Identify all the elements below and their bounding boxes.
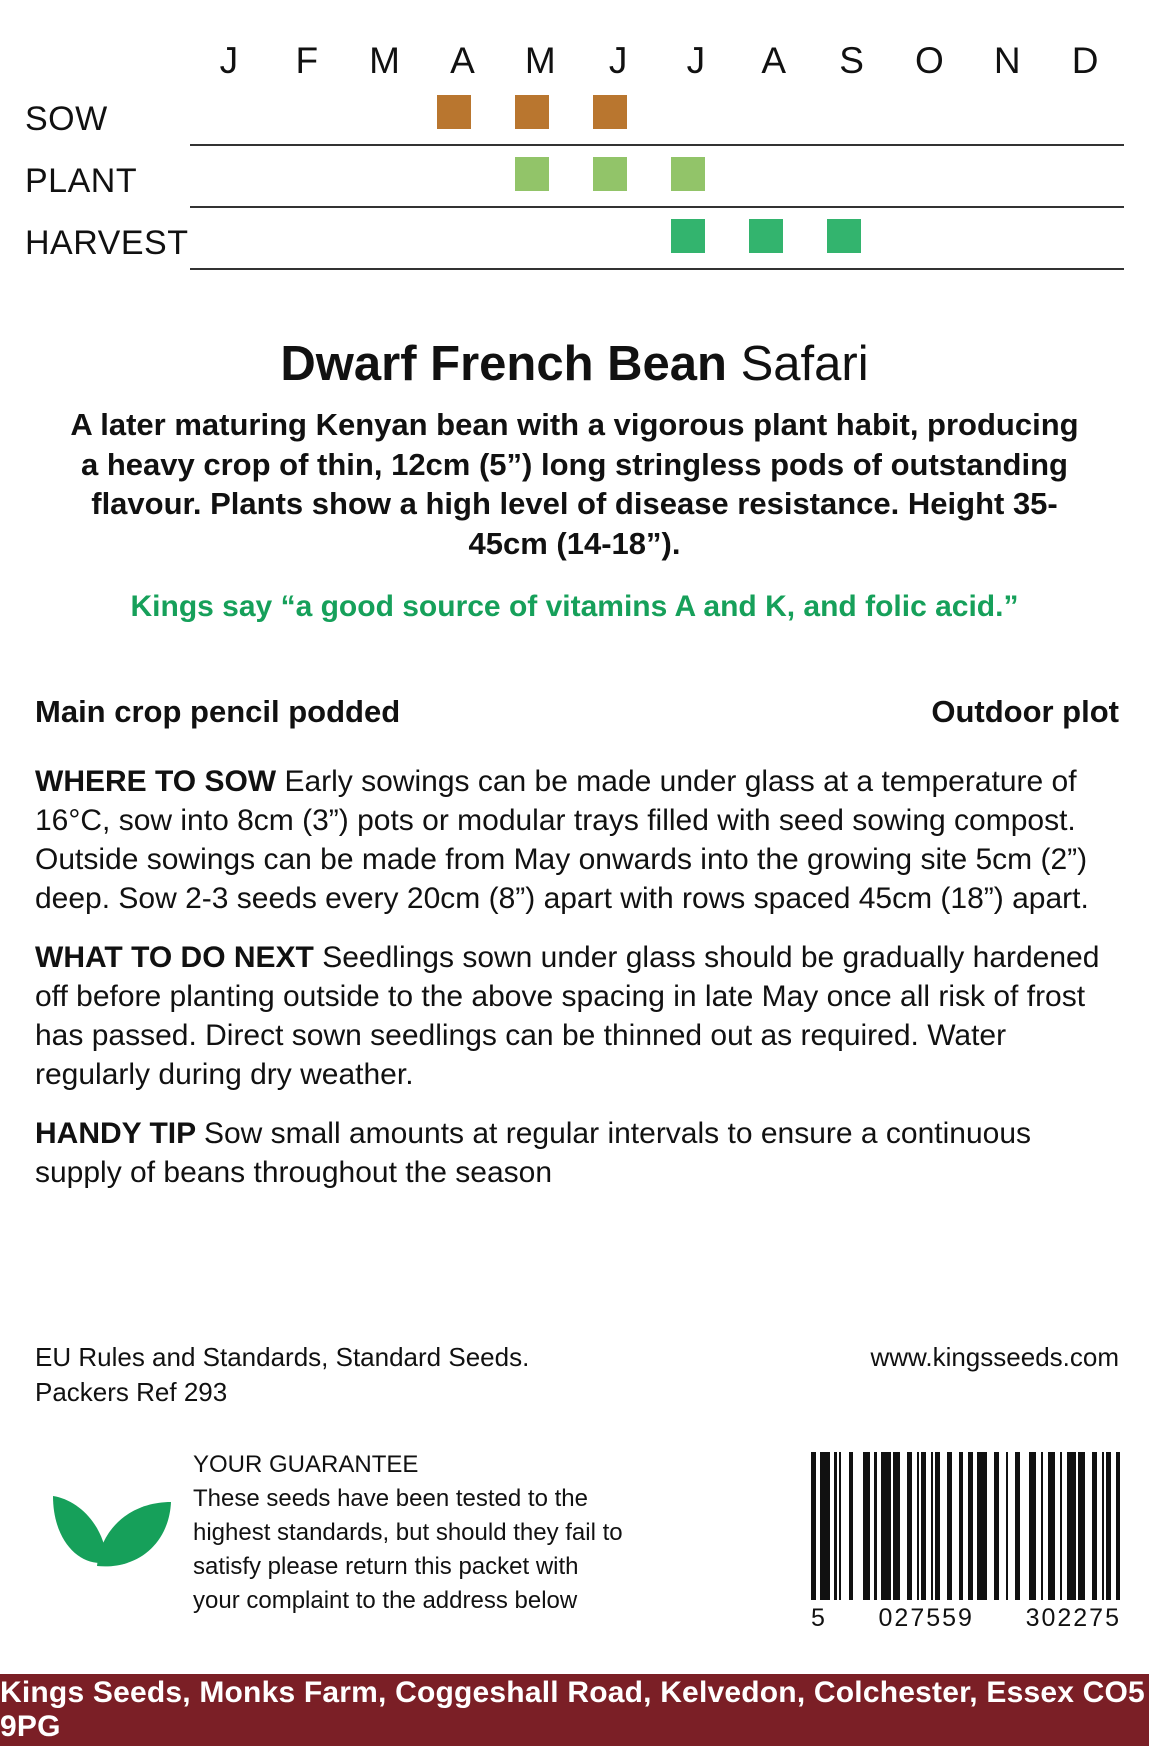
barcode-bar xyxy=(900,1452,907,1600)
barcode-bar xyxy=(987,1452,994,1600)
company-address-bar: Kings Seeds, Monks Farm, Coggeshall Road, Kelvedon, Colchester, Essex CO5 9PG xyxy=(0,1674,1149,1746)
calendar-month-A-7: A xyxy=(761,40,787,81)
calendar-month-A-3: A xyxy=(450,40,475,81)
barcode-bar xyxy=(1029,1452,1036,1600)
calendar-month-F-1: F xyxy=(295,40,319,81)
instruction-paragraph-0 xyxy=(35,762,1119,918)
guarantee-line-1: These seeds have been tested to the xyxy=(193,1485,588,1513)
barcode-bar xyxy=(977,1452,986,1600)
calendar-rows xyxy=(0,88,1149,274)
barcode-bar xyxy=(1085,1452,1092,1600)
calendar-row-label: SOW xyxy=(25,100,108,138)
barcode-bar xyxy=(940,1452,947,1600)
instruction-paragraph-2 xyxy=(35,1114,1119,1192)
calendar-marker-J-5 xyxy=(593,95,627,129)
title-block xyxy=(25,338,1124,624)
kings-say-note: Kings say “a good source of vitamins A and K, and folic acid.” xyxy=(130,589,1019,623)
calendar-marker-M-4 xyxy=(515,157,549,191)
barcode xyxy=(811,1452,1121,1633)
instruction-heading: WHAT TO DO NEXT xyxy=(35,941,323,974)
calendar-marker-A-7 xyxy=(749,219,783,253)
product-description: A later maturing Kenyan bean with a vigorous plant habit, producing a heavy crop of thin, 12cm (5”) long stringless pods of outstanding flavour. Plants show a high level of disease resistance. Height 35-45cm (14-18”). xyxy=(70,406,1079,561)
calendar-marker-J-5 xyxy=(593,157,627,191)
barcode-bar xyxy=(1067,1452,1076,1600)
calendar-month-M-4: M xyxy=(524,40,556,81)
barcode-bar xyxy=(853,1452,862,1600)
barcode-bar xyxy=(881,1452,890,1600)
guarantee-line-4: your complaint to the address below xyxy=(193,1587,578,1615)
barcode-bar xyxy=(999,1452,1006,1600)
legal-info xyxy=(35,1340,1119,1410)
page-title xyxy=(25,338,1124,391)
barcode-left-digit: 5 xyxy=(811,1604,827,1632)
barcode-bar xyxy=(893,1452,900,1600)
product-cultivar: Safari xyxy=(740,337,869,391)
calendar-month-J-0: J xyxy=(219,40,239,81)
instruction-body: Sow small amounts at regular intervals to ensure a continuous supply of beans throughout the season xyxy=(35,1117,1032,1189)
guarantee-line-2: highest standards, but should they fail to xyxy=(193,1519,623,1547)
barcode-bar xyxy=(863,1452,870,1600)
barcode-digits xyxy=(811,1604,1121,1633)
calendar-month-D-11: D xyxy=(1071,40,1099,81)
instruction-heading: WHERE TO SOW xyxy=(35,765,285,798)
calendar-month-header xyxy=(190,40,1124,88)
calendar-month-S-8: S xyxy=(839,40,864,81)
calendar-marker-S-8 xyxy=(827,219,861,253)
calendar-track xyxy=(190,150,1124,208)
calendar-row-harvest xyxy=(25,212,1124,274)
calendar-month-N-10: N xyxy=(993,40,1021,81)
calendar-month-J-5: J xyxy=(608,40,628,81)
barcode-group-2: 302275 xyxy=(1025,1604,1121,1632)
instruction-body: Seedlings sown under glass should be gradually hardened off before planting outside to the above spacing in late May once all risk of frost has passed. Direct sown seedlings can be thinned out as required. Water regularly during dry weather. xyxy=(35,941,1100,1091)
crop-type-right: Outdoor plot xyxy=(931,694,1119,729)
calendar-track xyxy=(190,212,1124,270)
legal-line-2: Packers Ref 293 xyxy=(35,1377,228,1408)
guarantee-block xyxy=(35,1448,695,1618)
calendar-month-J-6: J xyxy=(686,40,706,81)
instruction-paragraph-1 xyxy=(35,938,1119,1094)
guarantee-title: YOUR GUARANTEE xyxy=(193,1451,419,1478)
product-name: Dwarf French Bean xyxy=(280,337,727,391)
barcode-bar xyxy=(1078,1452,1085,1600)
instruction-heading: HANDY TIP xyxy=(35,1117,204,1150)
barcode-bar xyxy=(1116,1452,1121,1600)
crop-type-row xyxy=(35,694,1119,730)
calendar-marker-J-6 xyxy=(671,219,705,253)
calendar-row-label: PLANT xyxy=(25,162,138,200)
barcode-bar xyxy=(1048,1452,1055,1600)
instruction-body: Early sowings can be made under glass at a temperature of 16°C, sow into 8cm (3”) pots or modular trays filled with seed sowing compost. Outside sowings can be made from May onwards into the growing site 5cm (2”) deep. Sow 2-3 seeds every 20cm (8”) apart with rows spaced 45cm (18”) apart. xyxy=(35,765,1089,915)
calendar-row-sow xyxy=(25,88,1124,150)
calendar-row-plant xyxy=(25,150,1124,212)
website-link[interactable]: www.kingsseeds.com xyxy=(870,1342,1119,1372)
barcode-bar xyxy=(1008,1452,1015,1600)
calendar-row-label: HARVEST xyxy=(25,224,189,262)
barcode-bar xyxy=(841,1452,848,1600)
barcode-bars xyxy=(811,1452,1121,1600)
calendar-marker-J-6 xyxy=(671,157,705,191)
calendar-month-O-9: O xyxy=(915,40,944,81)
barcode-group-1: 027559 xyxy=(878,1604,974,1632)
calendar-month-M-2: M xyxy=(369,40,400,81)
leaf-logo-icon xyxy=(35,1448,185,1596)
guarantee-text xyxy=(185,1448,623,1618)
calendar-marker-A-3 xyxy=(437,95,471,129)
guarantee-line-3: satisfy please return this packet with xyxy=(193,1553,579,1581)
barcode-bar xyxy=(1020,1452,1029,1600)
legal-line-1: EU Rules and Standards, Standard Seeds. xyxy=(35,1342,530,1372)
growing-instructions xyxy=(35,762,1119,1212)
calendar-track xyxy=(190,88,1124,146)
legal-standards xyxy=(35,1340,529,1410)
sowing-calendar xyxy=(0,40,1149,274)
crop-type-left: Main crop pencil podded xyxy=(35,694,401,729)
calendar-marker-M-4 xyxy=(515,95,549,129)
